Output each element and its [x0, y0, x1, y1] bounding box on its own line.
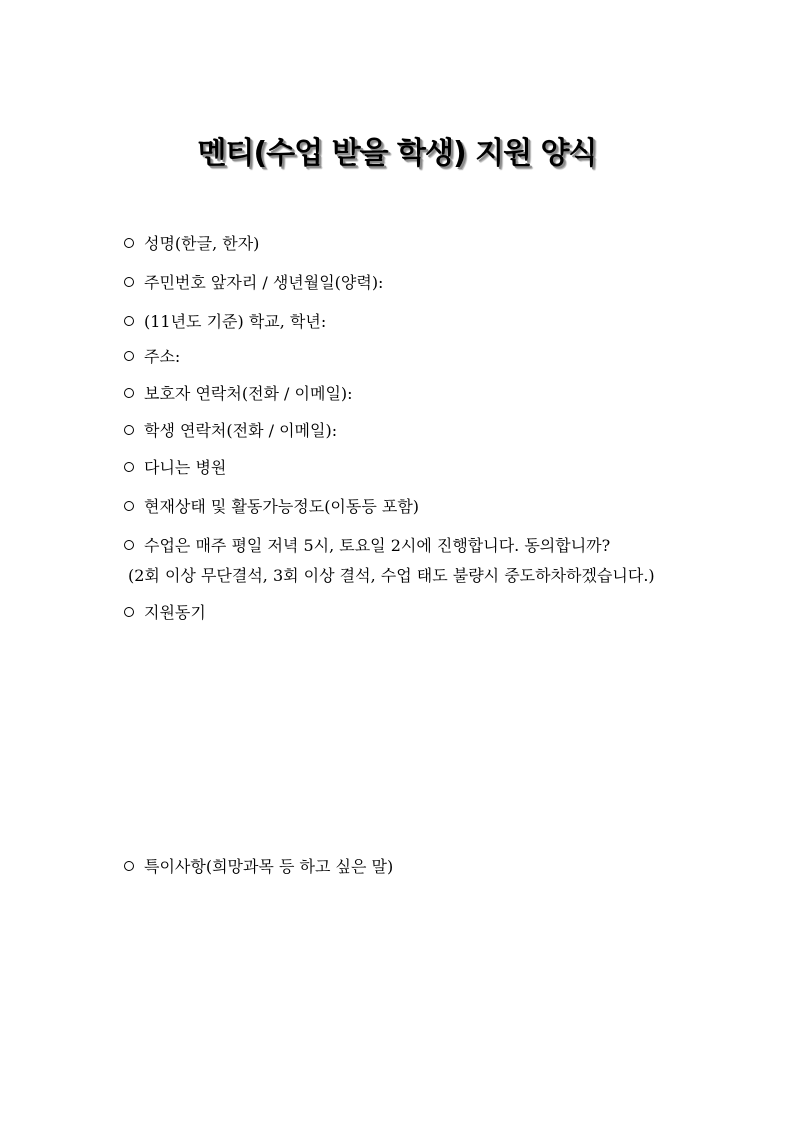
field-hospital	[124, 458, 226, 478]
circle-bullet-icon	[124, 277, 134, 287]
circle-bullet-icon	[124, 238, 134, 248]
circle-bullet-icon	[124, 861, 134, 871]
circle-bullet-icon	[124, 316, 134, 326]
field-motivation	[124, 603, 206, 623]
field-student-contact	[124, 421, 337, 441]
field-label: 수업은 매주 평일 저녁 5시, 토요일 2시에 진행합니다. 동의합니까?	[144, 536, 611, 555]
circle-bullet-icon	[124, 462, 134, 472]
circle-bullet-icon	[124, 351, 134, 361]
field-name	[124, 234, 259, 254]
circle-bullet-icon	[124, 388, 134, 398]
field-current-status	[124, 497, 419, 517]
field-label: 특이사항(희망과목 등 하고 싶은 말)	[144, 857, 394, 876]
field-school-grade	[124, 312, 326, 332]
field-guardian-contact	[124, 384, 353, 404]
field-label: 다니는 병원	[144, 458, 227, 477]
field-label: 주민번호 앞자리 / 생년월일(양력):	[144, 273, 384, 292]
field-label: 보호자 연락처(전화 / 이메일):	[144, 384, 353, 403]
field-label: (11년도 기준) 학교, 학년:	[144, 312, 327, 331]
circle-bullet-icon	[124, 607, 134, 617]
field-label: 주소:	[144, 347, 181, 366]
field-address	[124, 347, 180, 367]
field-label: 지원동기	[144, 603, 206, 622]
field-label: 현재상태 및 활동가능정도(이동등 포함)	[144, 497, 420, 516]
form-title: 멘티(수업 받을 학생) 지원 양식	[197, 136, 597, 171]
circle-bullet-icon	[124, 501, 134, 511]
circle-bullet-icon	[124, 425, 134, 435]
field-label: 성명(한글, 한자)	[144, 234, 260, 253]
field-schedule-consent	[124, 536, 610, 556]
field-birthdate	[124, 273, 383, 293]
consent-note: (2회 이상 무단결석, 3회 이상 결석, 수업 태도 불량시 중도하차하겠습니다.)	[128, 566, 655, 585]
circle-bullet-icon	[124, 540, 134, 550]
field-special-notes	[124, 857, 393, 877]
field-label: 학생 연락처(전화 / 이메일):	[144, 421, 338, 440]
